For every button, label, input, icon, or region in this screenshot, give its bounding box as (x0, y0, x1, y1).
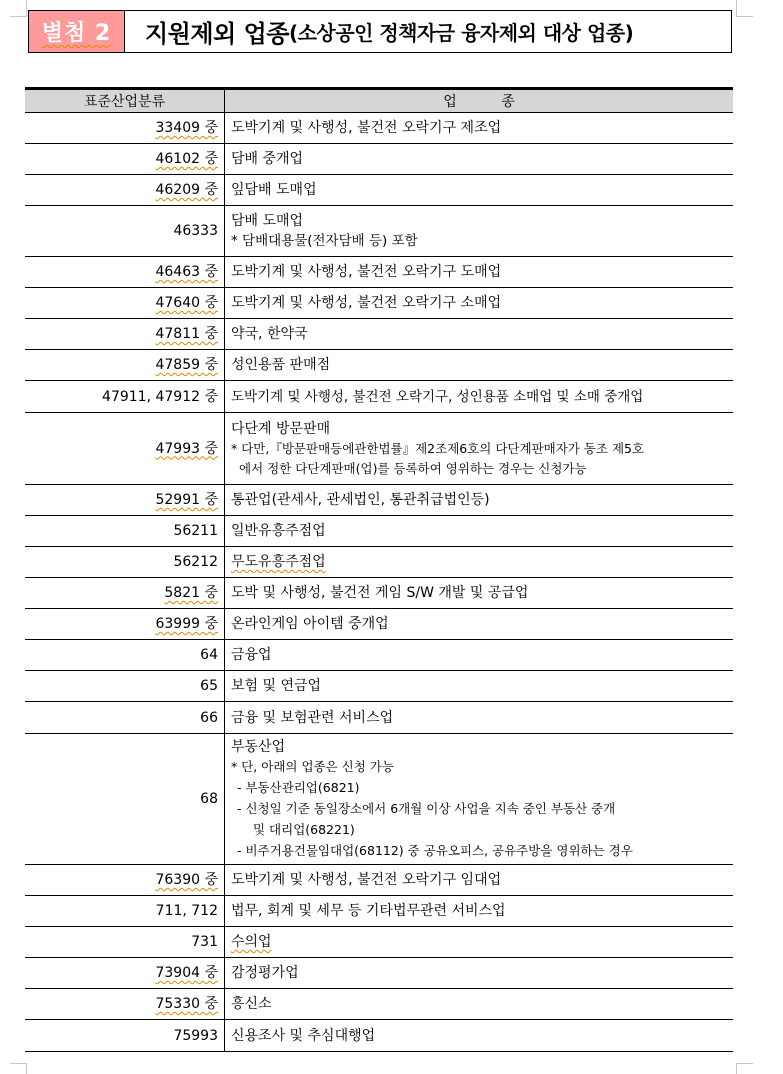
industry-name: 도박기계 및 사행성, 불건전 오락기구 도매업 (231, 264, 502, 280)
industry-name: 잎담배 도매업 (231, 182, 317, 198)
title-box (28, 10, 732, 53)
industry-name: 약국, 한약국 (231, 326, 308, 342)
industry-name: 다단계 방문판매 (231, 420, 331, 437)
industry-code: 47859 중 (155, 357, 218, 373)
industry-code: 47993 중 (155, 440, 218, 457)
industry-code: 66 (200, 709, 218, 726)
table-row (25, 927, 733, 958)
table-row (25, 640, 733, 671)
industry-name: 일반유흥주점업 (231, 523, 326, 539)
industry-name: 무도유흥주점업 (231, 554, 326, 570)
table-row (25, 319, 733, 350)
industry-code: 65 (200, 678, 218, 694)
table-row (25, 734, 733, 865)
industry-code: 52991 중 (155, 492, 218, 508)
table-row (25, 896, 733, 927)
industry-code: 46333 (173, 223, 218, 239)
industry-code: 46463 중 (155, 264, 218, 280)
table-row (25, 257, 733, 288)
page-title-main: 지원제외 업종 (145, 20, 289, 48)
industry-name: 법무, 회계 및 세무 등 기타법무관련 서비스업 (231, 903, 506, 919)
column-header-classification: 표준산업분류 (25, 89, 225, 113)
industry-code: 56211 (173, 523, 218, 539)
industry-code: 731 (191, 934, 218, 950)
industry-note: * 단, 아래의 업종은 신청 가능 (231, 758, 394, 774)
industry-code: 63999 중 (155, 616, 218, 632)
table-row (25, 989, 733, 1020)
table-row (25, 702, 733, 734)
industry-name: 금융업 (231, 647, 272, 663)
industry-code: 47640 중 (155, 295, 218, 311)
table-row (25, 144, 733, 175)
industry-note-continued: 에서 정한 다단계판매(업)를 등록하여 영위하는 경우는 신청가능 (239, 460, 587, 476)
page-corner-mark (736, 1063, 753, 1074)
table-row (25, 485, 733, 516)
page-corner-mark (10, 1063, 27, 1074)
industry-note: * 다만,『방문판매등에관한법률』제2조제6호의 다단계판매자가 동조 제5호 (231, 440, 645, 456)
industry-code: 47911, 47912 중 (102, 388, 218, 405)
industry-code: 64 (200, 647, 218, 663)
industry-name: 감정평가업 (231, 965, 299, 981)
page-title-subtitle: (소상공인 정책자금 융자제외 대상 업종) (288, 21, 634, 45)
table-row (25, 175, 733, 206)
industry-code: 46102 중 (155, 151, 218, 167)
industry-name: 온라인게임 아이템 중개업 (231, 616, 389, 632)
page-corner-mark (736, 0, 753, 17)
table-row (25, 113, 733, 144)
industry-name: 수의업 (231, 934, 272, 950)
table-row (25, 413, 733, 485)
industry-name: 보험 및 연금업 (231, 678, 322, 694)
industry-name: 도박기계 및 사행성, 불건전 오락기구, 성인용품 소매업 및 소매 중개업 (231, 388, 644, 405)
table-row (25, 609, 733, 640)
industry-code: 33409 중 (155, 120, 218, 136)
industry-code: 75993 (173, 1027, 218, 1044)
industry-name: 신용조사 및 추심대행업 (231, 1027, 376, 1044)
industry-code: 75330 중 (155, 996, 218, 1012)
industry-code: 73904 중 (155, 965, 218, 981)
page-corner-mark (10, 0, 27, 17)
industry-name: 도박 및 사행성, 불건전 게임 S/W 개발 및 공급업 (231, 585, 529, 601)
table-row (25, 865, 733, 896)
table-header-row (25, 89, 733, 113)
industry-name: 도박기계 및 사행성, 불건전 오락기구 제조업 (231, 120, 502, 136)
table-row (25, 578, 733, 609)
industry-code: 68 (200, 791, 218, 807)
industry-name: 흥신소 (231, 996, 272, 1012)
industry-note: * 담배대용물(전자담배 등) 포함 (231, 233, 418, 249)
industry-name: 부동산업 (231, 738, 286, 755)
table-row (25, 1020, 733, 1052)
page-title (125, 11, 731, 52)
industry-code: 47811 중 (155, 326, 218, 342)
table-row (25, 547, 733, 578)
industry-exception-item: - 부동산관리업(6821) (237, 779, 360, 795)
table-row (25, 288, 733, 319)
industry-name: 도박기계 및 사행성, 불건전 오락기구 임대업 (231, 872, 502, 888)
industry-code: 46209 중 (155, 182, 218, 198)
column-header-industry: 업 종 (225, 89, 734, 113)
industry-code: 56212 (173, 554, 218, 570)
industry-name: 담배 중개업 (231, 151, 304, 167)
attachment-badge (29, 11, 125, 52)
industry-code: 76390 중 (155, 872, 218, 888)
table-row (25, 206, 733, 257)
industry-exception-item: - 신청일 기준 동일장소에서 6개월 이상 사업을 지속 중인 부동산 중개 (237, 800, 616, 816)
industry-name: 도박기계 및 사행성, 불건전 오락기구 소매업 (231, 295, 502, 311)
industry-name: 성인용품 판매점 (231, 357, 331, 373)
industry-code: 711, 712 (155, 903, 218, 919)
industry-exception-item: - 비주거용건물임대업(68112) 중 공유오피스, 공유주방을 영위하는 경우 (237, 842, 633, 858)
excluded-industries-table (25, 87, 733, 1052)
table-row (25, 350, 733, 381)
table-row (25, 958, 733, 989)
table-row (25, 381, 733, 413)
industry-name: 금융 및 보험관련 서비스업 (231, 709, 394, 726)
table-row (25, 671, 733, 702)
industry-code: 5821 중 (164, 585, 218, 601)
industry-name: 담배 도매업 (231, 213, 304, 229)
attachment-badge-label: 별첨 2 (41, 21, 112, 46)
industry-exception-item-continued: 및 대리업(68221) (253, 821, 355, 837)
industry-name: 통관업(관세사, 관세법인, 통관취급법인등) (231, 492, 490, 508)
table-row (25, 516, 733, 547)
